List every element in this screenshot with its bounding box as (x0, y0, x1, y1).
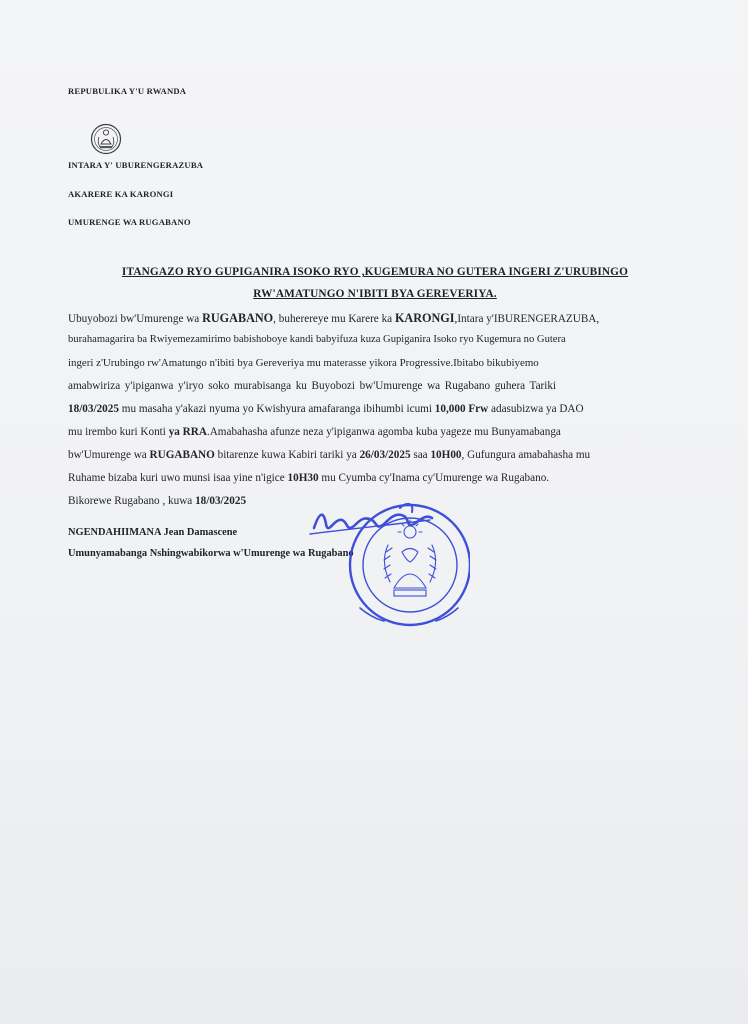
sector-name-bold: RUGABANO (202, 311, 274, 325)
rra-bold: ya RRA (168, 426, 207, 438)
body-text: , Gufungura amabahasha mu (461, 449, 591, 461)
header-sector: UMURENGE WA RUGABANO (68, 217, 191, 227)
body-text: bitarenze kuwa Kabiri tariki ya (217, 449, 357, 461)
body-line-6 (68, 426, 561, 438)
body-text: ,Intara y'IBURENGERAZUBA, (454, 313, 600, 325)
body-text: .Amabahasha afunze neza y'ipiganwa agomba kuba yageze mu Bunyamabanga (206, 426, 561, 438)
body-line-8 (68, 472, 549, 484)
body-text: mu masaha y'akazi nyuma yo Kwishyura amafaranga ibihumbi icumi (121, 403, 432, 415)
body-line-5 (68, 403, 584, 415)
header-republic: REPUBULIKA Y'U RWANDA (68, 86, 187, 96)
deadline-time-bold: 10H00 (430, 449, 462, 461)
body-line-2: burahamagarira ba Rwiyemezamirimo babishoboye kandi babyifuza kuza Gupiganira Isoko ryo Kugemura no Gutera (68, 334, 566, 345)
body-line-7 (68, 449, 590, 461)
body-text: adasubizwa ya DAO (491, 403, 584, 415)
body-line-4: amabwiriza y'ipiganwa y'iryo soko murabisanga ku Buyobozi bw'Umurenge wa Rugabano guhera Tariki (68, 380, 557, 392)
header-province: INTARA Y' UBURENGERAZUBA (68, 160, 204, 170)
body-line-1 (68, 311, 688, 326)
body-line-9 (68, 495, 246, 507)
signatory-name: NGENDAHIIMANA Jean Damascene (68, 527, 238, 538)
district-name-bold: KARONGI (394, 311, 455, 325)
notice-title-line-1: ITANGAZO RYO GUPIGANIRA ISOKO RYO ,KUGEMURA NO GUTERA INGERI Z'URUBINGO (121, 266, 629, 278)
start-date-bold: 18/03/2025 (68, 403, 119, 415)
rwanda-emblem-icon (90, 123, 122, 155)
official-stamp-and-signature (280, 490, 470, 650)
header-district: AKARERE KA KARONGI (68, 189, 174, 199)
body-text: Ruhame bizaba kuri uwo munsi isaa yine n'igice (68, 472, 285, 484)
opening-time-bold: 10H30 (287, 472, 319, 484)
body-text: , buherereye mu Karere ka (273, 313, 393, 325)
signing-date-bold: 18/03/2025 (195, 495, 247, 507)
body-text: bw'Umurenge wa (68, 449, 147, 461)
body-line-3: ingeri z'Urubingo rw'Amatungo n'ibiti bya Gereveriya mu materasse yikora Progressive.Ibitabo bikubiyemo (68, 357, 539, 369)
sector-name-bold: RUGABANO (149, 449, 215, 461)
notice-title-line-2: RW'AMATUNGO N'IBITI BYA GEREVERIYA. (253, 288, 497, 300)
deadline-date-bold: 26/03/2025 (359, 449, 411, 461)
fee-amount-bold: 10,000 Frw (434, 403, 489, 415)
body-text: saa (413, 449, 428, 461)
body-text: Bikorewe Rugabano , kuwa (68, 495, 193, 507)
body-text: mu Cyumba cy'Inama cy'Umurenge wa Rugabano. (321, 472, 550, 484)
body-text: mu irembo kuri Konti (68, 426, 166, 438)
signatory-title: Umunyamabanga Nshingwabikorwa w'Umurenge wa Rugabano (68, 548, 354, 559)
body-text: Ubuyobozi bw'Umurenge wa (68, 313, 200, 325)
